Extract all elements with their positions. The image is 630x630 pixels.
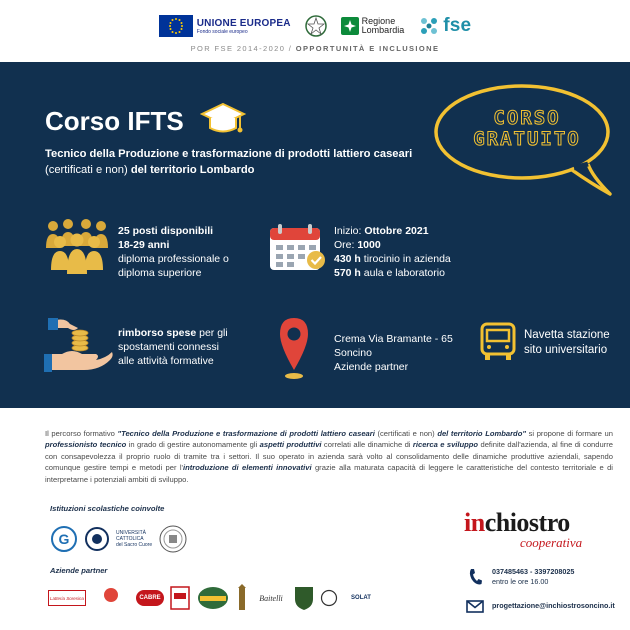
classroom-text: aula e laboratorio (363, 267, 445, 279)
shuttle-line-2: sito universitario (524, 344, 608, 356)
brand-name (464, 508, 570, 538)
call-hours: entro le ore 16.00 (492, 577, 549, 586)
partner-round-seal-icon (196, 585, 230, 611)
diploma-line-1: diploma professionale o (118, 253, 229, 265)
desc-productive: aspetti produttivi (259, 440, 322, 450)
companies-logos (48, 584, 379, 612)
fse-text: fse (443, 15, 472, 36)
desc-course-name: "Tecnico della Produzione e trasformazione di prodotti lattiero caseari (117, 429, 375, 438)
course-title: Corso IFTS (45, 106, 184, 136)
ucsc-seal-icon (84, 525, 110, 553)
internship-hours: 430 h (334, 253, 361, 265)
age-range: 18-29 anni (118, 239, 170, 251)
graduation-cap-icon (200, 100, 246, 138)
program-left: POR FSE 2014-2020 (190, 44, 286, 53)
desc-text: (certificati e non) (374, 429, 438, 438)
classroom-hours: 570 h (334, 267, 361, 279)
course-subtitle (45, 146, 415, 178)
desc-text: correlati alle dinamiche di (321, 440, 413, 450)
badge-line-2: GRATUITO (473, 128, 581, 150)
partner-tower-icon (235, 584, 249, 612)
brand-tagline: cooperativa (520, 535, 583, 550)
posts-available: 25 posti disponibili (118, 225, 214, 237)
refund-text-1: per gli (199, 327, 228, 339)
desc-text: in grado di gestire autonomamente gli (126, 440, 260, 450)
header (0, 0, 630, 62)
shuttle-block (524, 328, 610, 358)
italian-republic-emblem-icon (305, 14, 327, 38)
hero-panel (0, 62, 630, 408)
desc-research: ricerca e sviluppo (412, 440, 479, 450)
regione-lombardia-logo (341, 17, 405, 35)
desc-text: grazie alla maturata capacità di leggere le caratteristiche del contesto territoriale e di interpretarne i potenziali ambiti di sviluppo. (45, 463, 613, 484)
companies-label: Aziende partner (50, 566, 108, 575)
calendar-icon (268, 222, 328, 274)
schedule-block (334, 224, 451, 280)
funding-logos (0, 10, 630, 42)
refund-text-2: spostamenti connessi (118, 341, 219, 353)
ucsc-line-1: UNIVERSITÀ (116, 530, 147, 536)
subtitle-bold-1: Tecnico della Produzione e trasformazione di prodotti lattiero caseari (45, 148, 413, 160)
free-course-badge (452, 108, 602, 150)
cabre-logo: CABRE (136, 590, 164, 606)
shuttle-bus-icon (478, 322, 518, 362)
school-logo-g-icon (50, 525, 78, 553)
schools-label: Istituzioni scolastiche coinvolte (50, 504, 165, 513)
school-crest-icon (158, 524, 188, 554)
place-line-2: Soncino (334, 347, 372, 359)
brand-name-chiostro: chiostro (484, 508, 570, 537)
solat-logo: SOLAT (351, 595, 371, 601)
program-right: OPPORTUNITÀ E INCLUSIONE (295, 44, 440, 53)
phone-icon (468, 568, 482, 586)
start-value: Ottobre 2021 (364, 225, 429, 237)
posts-block (118, 224, 229, 280)
desc-text: si propone di formare un (525, 429, 614, 438)
internship-text: tirocinio in azienda (363, 253, 451, 265)
fse-logo (418, 15, 471, 37)
mail-icon (466, 600, 484, 613)
desc-territory: del territorio Lombardo" (437, 429, 526, 438)
regione-lombardia-rose-icon (341, 17, 359, 35)
refund-text-3: alle attività formative (118, 355, 214, 367)
location-block (334, 332, 453, 374)
subtitle-light: (certificati e non) (45, 164, 128, 176)
eu-flag-icon (159, 15, 193, 37)
partner-badge-icon (169, 585, 191, 611)
diploma-line-2: diploma superiore (118, 267, 202, 279)
inchiostro-logo (464, 508, 583, 550)
regione-line1: Regione (361, 16, 396, 26)
contact-email[interactable]: progettazione@inchiostrosoncino.it (492, 601, 615, 610)
desc-text: Il percorso formativo (45, 429, 118, 438)
partner-shield-icon (293, 585, 315, 611)
baitelli-logo: Baitelli (259, 593, 283, 603)
schools-logos (50, 524, 188, 554)
svg-text:G: G (58, 531, 70, 547)
eu-logo (159, 15, 291, 37)
place-line-1: Crema Via Bramante - 65 (334, 333, 453, 345)
place-line-3: Aziende partner (334, 361, 409, 373)
location-pin-icon (278, 316, 310, 382)
course-description (45, 428, 613, 485)
start-label: Inizio: (334, 225, 362, 237)
fse-mark-icon (418, 15, 440, 37)
ucsc-line-3: del Sacro Cuore (116, 542, 153, 548)
shuttle-line-1: Navetta stazione (524, 329, 610, 341)
latteria-logo: Latteria Soresina (48, 590, 86, 606)
ucsc-name (116, 530, 152, 548)
partner-circle-icon (320, 589, 338, 607)
ucsc-line-2: CATTOLICA (116, 536, 144, 542)
refund-block (118, 326, 228, 368)
agricola-logo-icon (91, 585, 131, 611)
people-group-icon (44, 218, 110, 276)
desc-text: definite dall'azienda, al fine di condurre con consapevolezza il proprio ruolo di tramite tra i settori. Il suo operato in azienda sarà volto al consolidamento delle dinamiche produttive aziendali, sapendo comunque gestire tempi e metodi per l' (45, 440, 613, 473)
program-line: POR FSE 2014-2020 / OPPORTUNITÀ E INCLUSIONE (190, 44, 440, 53)
contact-phone-block (492, 567, 574, 587)
regione-line2: Lombardia (361, 25, 405, 35)
desc-professional: professionisto tecnico (45, 440, 127, 450)
subtitle-bold-2: del territorio Lombardo (130, 164, 255, 176)
phone-numbers[interactable]: 037485463 - 3397208025 (492, 567, 575, 576)
refund-hand-coins-icon (44, 318, 114, 374)
desc-innovation: introduzione di elementi innovativi (183, 463, 312, 473)
refund-bold: rimborso spese (118, 327, 197, 339)
hours-value: 1000 (357, 239, 381, 251)
hours-label: Ore: (334, 239, 355, 251)
badge-line-1: CORSO (493, 107, 561, 129)
eu-title: UNIONE EUROPEA (196, 17, 291, 29)
eu-subtitle: Fondo sociale europeo (196, 28, 248, 35)
brand-name-in: in (464, 508, 485, 537)
